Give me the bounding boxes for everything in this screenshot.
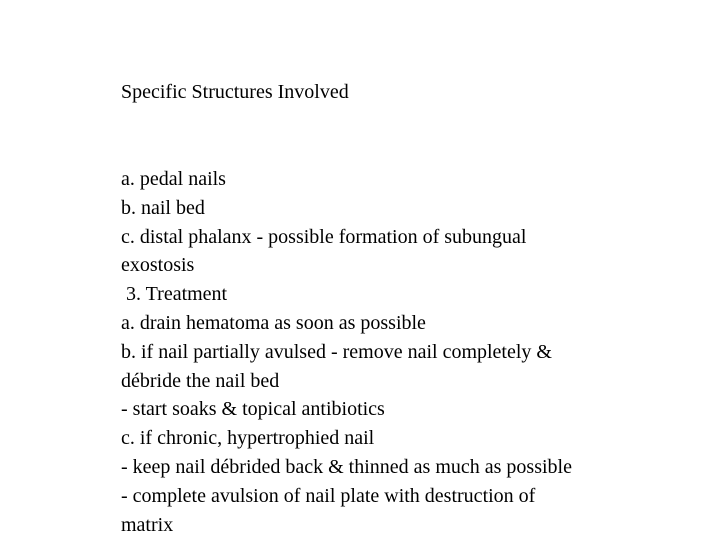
body-line: - keep nail débrided back & thinned as much as possible — [121, 455, 572, 478]
body-line: exostosis — [121, 254, 195, 277]
body-line: matrix — [121, 513, 174, 536]
body-line: c. distal phalanx - possible formation of subungual — [121, 225, 527, 248]
slide-title: Specific Structures Involved — [121, 81, 349, 103]
body-line: débride the nail bed — [121, 369, 280, 392]
body-line: b. nail bed — [121, 196, 205, 219]
slide-body — [121, 165, 711, 539]
body-line: b. if nail partially avulsed - remove nail completely & — [121, 340, 552, 363]
body-line: c. if chronic, hypertrophied nail — [121, 427, 375, 450]
body-line: - start soaks & topical antibiotics — [121, 398, 385, 421]
body-line: - complete avulsion of nail plate with destruction of — [121, 484, 536, 507]
body-line: a. drain hematoma as soon as possible — [121, 311, 426, 334]
body-line: a. pedal nails — [121, 168, 226, 190]
body-line: 3. Treatment — [121, 283, 228, 306]
